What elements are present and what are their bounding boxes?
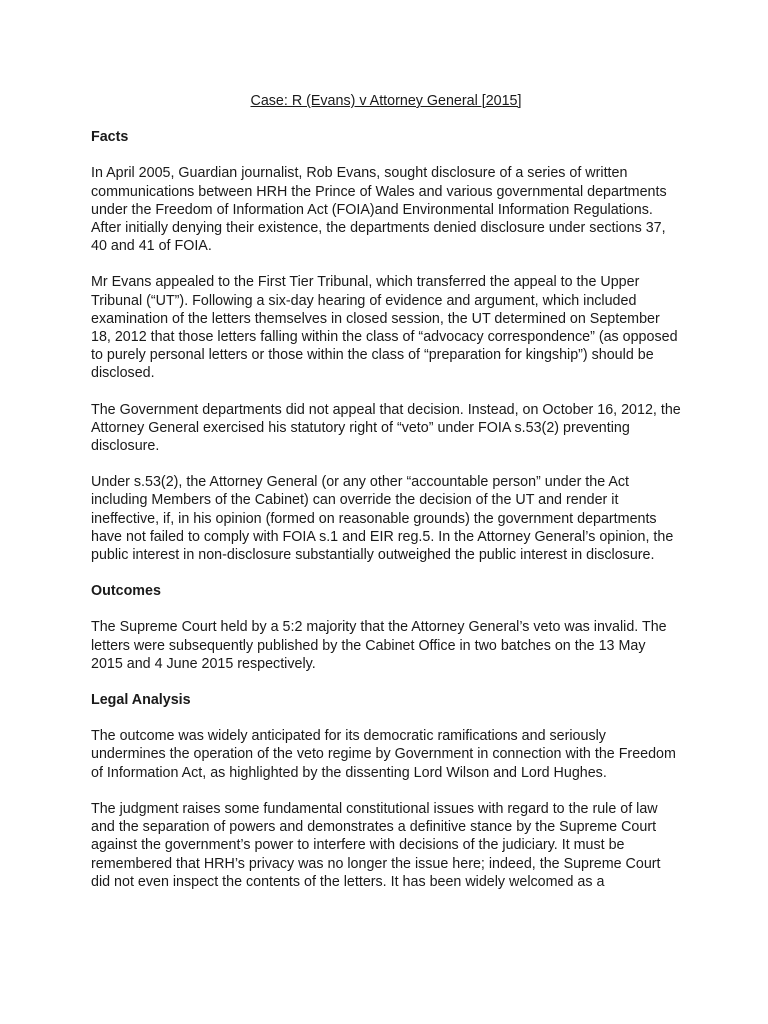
section-facts [91,128,681,564]
paragraph: The Government departments did not appeal that decision. Instead, on October 16, 2012, the Attorney General exercised his statutory right of “veto” under FOIA s.53(2) preventing disclosure. [91,401,681,455]
section-outcomes [91,582,681,673]
document-page [91,92,681,909]
paragraph: Under s.53(2), the Attorney General (or any other “accountable person” under the Act including Members of the Cabinet) can override the decision of the UT and render it ineffective, if, in his opinion (formed on reasonable grounds) the government departments have not failed to comply with FOIA s.1 and EIR reg.5. In the Attorney General’s opinion, the public interest in non-disclosure substantially outweighed the public interest in disclosure. [91,474,674,564]
paragraph: In April 2005, Guardian journalist, Rob Evans, sought disclosure of a series of written communications between HRH the Prince of Wales and various governmental departments under the Freedom of Information Act (FOIA)and Environmental Information Regulations. After initially denying their existence, the departments denied disclosure under sections 37, 40 and 41 of FOIA. [91,165,667,255]
section-heading-outcomes: Outcomes [91,583,161,600]
paragraph: The judgment raises some fundamental constitutional issues with regard to the rule of law and the separation of powers and demonstrates a definitive stance by the Supreme Court against the government’s power to interfere with decisions of the judiciary. It must be remembered that HRH’s privacy was no longer the issue here; indeed, the Supreme Court did not even inspect the contents of the letters. It has been widely welcomed as a [91,800,661,890]
paragraph: The Supreme Court held by a 5:2 majority that the Attorney General’s veto was invalid. The letters were subsequently published by the Cabinet Office in two batches on the 13 May 2015 and 4 June 2015 respectively. [91,619,667,672]
paragraph: The outcome was widely anticipated for its democratic ramifications and seriously undermines the operation of the veto regime by Government in connection with the Freedom of Information Act, as highlighted by the dissenting Lord Wilson and Lord Hughes. [91,728,676,781]
section-heading-facts: Facts [91,129,129,146]
document-title: Case: R (Evans) v Attorney General [2015] [250,93,522,109]
paragraph: Mr Evans appealed to the First Tier Tribunal, which transferred the appeal to the Upper Tribunal (“UT”). Following a six-day hearing of evidence and argument, which included examination of the letters themselves in closed session, the UT determined on September 18, 2012 that those letters falling within the class of “advocacy correspondence” (as opposed to purely personal letters or those within the class of “preparation for kingship”) should be disclosed. [91,274,678,382]
section-legal-analysis [91,691,681,891]
section-heading-legal-analysis: Legal Analysis [91,692,191,709]
